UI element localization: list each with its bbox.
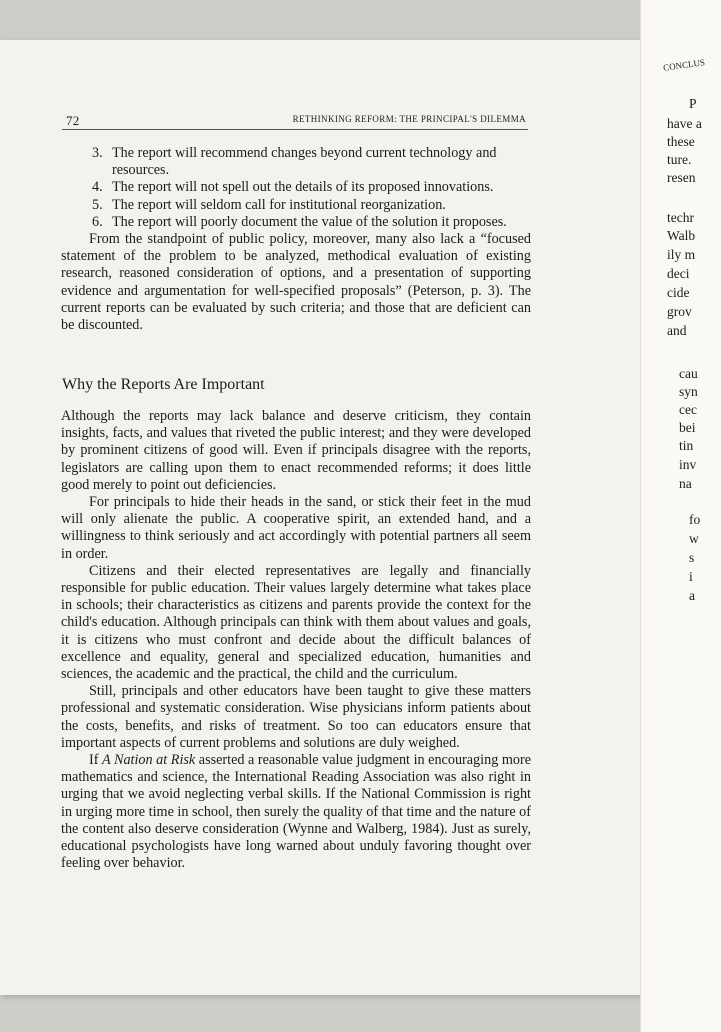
facing-page-fragment: grov xyxy=(667,304,692,319)
facing-page xyxy=(640,0,721,1032)
facing-page-fragment: inv xyxy=(679,457,697,472)
list-number: 6. xyxy=(92,213,103,230)
section-body xyxy=(61,408,531,872)
section-heading: Why the Reports Are Important xyxy=(62,376,265,393)
report-title-italic: A Nation at Risk xyxy=(102,752,196,769)
list-number: 3. xyxy=(92,145,103,161)
body-paragraph: Although the reports may lack balance and deserve criticism, they contain insights, facts, and values that riveted the public interest; and they were developed by prominent citizens of good will. Even if principals disagree with the reports, legislators are calling upon them to enact recommended reforms; it does little good merely to point out deficiencies. xyxy=(61,408,531,493)
body-paragraph: Still, principals and other educators have been taught to give these matters professional and systematic consideration. Wise physicians inform patients about the costs, benefits, and risks of treatment. So too can educators ensure that important aspects of current problems and solutions are duly weighed. xyxy=(61,683,531,751)
facing-page-fragment: deci xyxy=(667,266,690,281)
facing-page-fragment: cec xyxy=(679,402,697,417)
paragraph-prefix: If xyxy=(89,752,103,769)
list-item-text: The report will recommend changes beyond current technology and resources. xyxy=(112,145,497,179)
facing-page-fragment: resen xyxy=(667,170,696,185)
facing-page-fragment: cau xyxy=(679,366,698,381)
list-number: 4. xyxy=(92,179,103,196)
facing-page-fragment: tin xyxy=(679,438,694,453)
facing-page-fragment: ture. xyxy=(667,152,692,167)
body-paragraph: For principals to hide their heads in the sand, or stick their feet in the mud will only alienate the public. A cooperative spirit, an extended hand, and a willingness to think seriously and act accordingly with potential partners all seem in order. xyxy=(61,494,531,562)
list-number: 5. xyxy=(92,196,103,213)
facing-page-fragment: w xyxy=(689,531,699,546)
list-item-text: The report will seldom call for institutional reorganization. xyxy=(112,196,446,213)
facing-page-fragment: CONCLUS xyxy=(662,57,706,73)
facing-page-fragment: fo xyxy=(689,512,701,527)
facing-page-fragment: and xyxy=(667,323,687,338)
page-number: 72 xyxy=(66,113,80,128)
facing-page-fragment: P xyxy=(689,96,697,111)
list-item-text: The report will not spell out the details of its proposed innovations. xyxy=(112,179,494,196)
facing-page-fragment: bei xyxy=(679,420,696,435)
facing-page-fragment: these xyxy=(667,134,695,149)
intro-paragraph: From the standpoint of public policy, moreover, many also lack a “focused statement of the problem to be analyzed, methodical evaluation of existing research, reasoned consideration of options, and a presentation of supporting evidence and argumentation for well-specified proposals” (Peterson, p. 3). The current reports can be evaluated by such criteria; and those that are deficient can be discounted. xyxy=(61,231,531,334)
facing-page-fragment: na xyxy=(679,476,692,491)
list-item xyxy=(61,145,531,179)
facing-page-fragment: a xyxy=(689,588,695,603)
facing-page-fragment: Walb xyxy=(667,228,696,243)
list-item-text: The report will poorly document the value of the solution it proposes. xyxy=(112,213,507,230)
criteria-list xyxy=(61,145,531,334)
paragraph-rest: asserted a reasonable value judgment in encouraging more mathematics and science, the International Reading Association was also right in urging that we avoid neglecting verbal skills. If the National Commission is right in urging more time in school, then surely the quality of that time and the nature of the content also deserve consideration (Wynne and Walberg, 1984). Just as surely, educational psychologists have long warned about unduly favoring thought over feeling over behavior. xyxy=(61,752,531,872)
facing-page-fragment: have a xyxy=(667,116,702,131)
running-head-title: RETHINKING REFORM: THE PRINCIPAL'S DILEMMA xyxy=(292,114,526,124)
body-paragraph: Citizens and their elected representatives are legally and financially responsible for public education. Their values largely determine what takes place in schools; their characteristics as citizens and parents provide the context for the child's education. Although principals can think with them about values and goals, it is citizens who must confront and decide about the difficult balances of excellence and equality, general and specialized education, humanities and sciences, the academic and the practical, the child and the curriculum. xyxy=(61,562,531,683)
facing-page-fragment: i xyxy=(689,569,693,584)
facing-page-fragment: techr xyxy=(667,210,694,225)
facing-page-fragment: syn xyxy=(679,384,698,399)
list-item xyxy=(61,197,531,214)
list-item xyxy=(61,214,531,231)
facing-page-fragment: ily m xyxy=(667,247,696,262)
body-paragraph-last xyxy=(61,752,531,872)
running-head xyxy=(62,113,528,130)
facing-page-fragment: cide xyxy=(667,285,690,300)
facing-page-fragment: s xyxy=(689,550,695,565)
list-item xyxy=(61,179,531,196)
